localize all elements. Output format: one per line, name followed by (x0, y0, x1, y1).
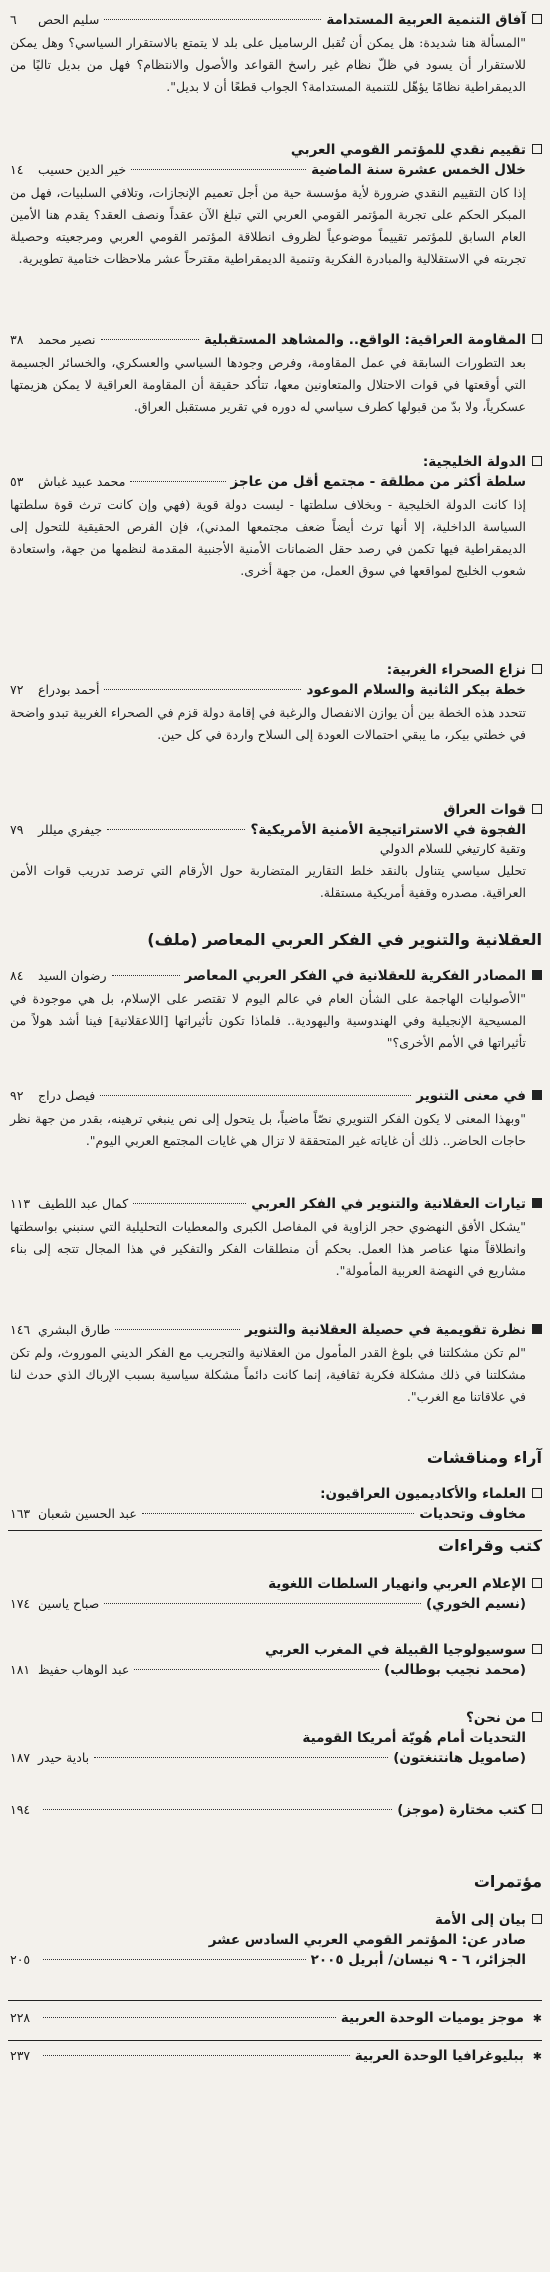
toc-entry[interactable] (10, 140, 542, 270)
entry-author: كمال عبد اللطيف (38, 1196, 129, 1211)
toc-entry[interactable] (10, 800, 542, 904)
entry-subtitle: خلال الخمس عشرة سنة الماضية (311, 162, 526, 178)
entry-page: ٢٣٧ (10, 2048, 31, 2063)
leader-dots (43, 2055, 350, 2056)
toc-entry[interactable] (10, 1708, 542, 1768)
square-bullet-icon (532, 664, 542, 674)
entry-abstract: "وبهذا المعنى لا يكون الفكر التنويري نصّاً ماضياً، بل يتحول إلى نص ينبغي ترهينه، بقدر من جهة نظر حاجات الحاضر.. ذلك أن غاياته غير المتحققة لا تزال هي غايات المجتمع العربي اليوم". (10, 1111, 526, 1148)
entry-title: تيارات العقلانية والتنوير في الفكر العربي (251, 1196, 526, 1212)
entry-abstract: "لم تكن مشكلتنا في بلوغ القدر المأمول من العقلانية والتجريب مع الفكر الديني الموروث، ولم تكن مشكلتنا في ذلك مشكلة فكرية ثقافية، إنما كانت دائماً مشكلة سياسية بسبب الإرباك الذي حدث لنا في علاقاتنا مع الغرب". (10, 1345, 526, 1404)
asterisk-icon: ✱ (532, 2050, 542, 2063)
leader-dots (94, 1757, 388, 1758)
entry-heading-row (10, 452, 542, 472)
square-bullet-icon (532, 14, 542, 24)
entry-author: نصير محمد (38, 332, 96, 347)
entry-author: عبد الحسين شعبان (38, 1506, 137, 1521)
entry-heading-row (10, 1708, 542, 1728)
entry-page: ٨٤ (10, 968, 24, 983)
entry-subtitle-secondary: (صامويل هانتنغتون) (393, 1750, 526, 1766)
entry-title: تقييم نقدي للمؤتمر القومي العربي (290, 142, 526, 158)
square-bullet-icon (532, 804, 542, 814)
section-title-conferences: مؤتمرات (473, 1872, 542, 1891)
entry-heading-row (10, 1320, 542, 1340)
entry-title: آفاق التنمية العربية المستدامة (326, 12, 526, 28)
entry-subtitle-row (10, 820, 526, 840)
entry-title: في معنى التنوير (416, 1088, 526, 1104)
leader-dots (134, 1669, 379, 1670)
entry-abstract: "يشكل الأفق النهضوي حجر الزاوية في المفاصل الكبرى والمعطيات التحليلية التي سنبني بواسطتها وانطلاقاً منها عناصر هذا العمل. بحكم أن منطلقات الفكر والتفكير في هذا المجال تتجه إلى بناء مشاريع في النهضة العربية المأمولة". (10, 1219, 526, 1278)
entry-subtitle-row (10, 1594, 526, 1614)
square-bullet-icon (532, 1090, 542, 1100)
section-title-dossier: العقلانية والتنوير في الفكر العربي المعاصر (ملف) (147, 930, 542, 949)
entry-heading-row (10, 1910, 542, 1930)
leader-dots (112, 975, 180, 976)
entry-page: ١٤٦ (10, 1322, 31, 1337)
leader-dots (101, 339, 199, 340)
leader-dots (131, 169, 306, 170)
entry-author: طارق البشري (38, 1322, 111, 1337)
entry-heading-row (10, 140, 542, 160)
toc-entry[interactable] (10, 1640, 542, 1680)
entry-subtitle-row (10, 1660, 526, 1680)
entry-author: عبد الوهاب حفيظ (38, 1662, 130, 1677)
entry-author: صباح ياسين (38, 1596, 100, 1611)
entry-title: موجز يوميات الوحدة العربية (340, 2010, 524, 2026)
square-bullet-icon (532, 144, 542, 154)
entry-abstract: تحليل سياسي يتناول بالنقد خلط التقارير المتضاربة حول الأرقام التي ترصد تدريب قوات الأمن العراقية. مصدره وقفية أمريكية مستقلة. (10, 863, 526, 900)
entry-abstract: "الأصوليات الهاجمة على الشأن العام في عالم اليوم لا تقتصر على الإسلام، بل هي موجودة في المسيحية الإنجيلية وفي الهندوسية واليهودية.. فلماذا تكون تأثيراتها [اللاعقلانية] فينا أشد هولاً من تأثيراتها في الأمم الأخرى؟" (10, 991, 526, 1050)
entry-title: ببليوغرافيا الوحدة العربية (354, 2048, 524, 2064)
leader-dots (107, 829, 245, 830)
leader-dots (104, 1603, 421, 1604)
entry-subtitle: صادر عن: المؤتمر القومي العربي السادس عشر (208, 1932, 526, 1948)
entry-heading-row (10, 2008, 542, 2029)
toc-entry[interactable] (10, 330, 542, 418)
leader-dots (130, 481, 225, 482)
entry-abstract: إذا كان التقييم النقدي ضرورة لأية مؤسسة حية من أجل تعميم الإنجازات، وتلافي السلبيات، فهل من المبكر الحكم على تجربة المؤتمر القومي العربي التي تبلغ الآن عقداً ونصف العقد؟ يقدم هنا الأمين العام السابق للمؤتمر تقييماً موضوعياً لظروف انطلاقة المؤتمر القومي العربي ومرجعيته وحصيلة تجربته في الاستقلالية والمبادرة الفكرية وتنمية الديمقراطية مقترحاً عشر ملاحظات ختامية تطويرية. (10, 185, 526, 266)
square-bullet-icon (532, 1578, 542, 1588)
entry-title: نظرة تقويمية في حصيلة العقلانية والتنوير (245, 1322, 526, 1338)
entry-title: من نحن؟ (466, 1710, 526, 1726)
entry-author: بادية حيدر (38, 1750, 90, 1765)
square-bullet-icon (532, 970, 542, 980)
square-bullet-icon (532, 1198, 542, 1208)
asterisk-icon: ✱ (532, 2012, 542, 2025)
leader-dots (133, 1203, 246, 1204)
toc-entry[interactable] (10, 660, 542, 746)
toc-entry[interactable] (10, 2046, 542, 2067)
leader-dots (115, 1329, 240, 1330)
entry-page: ١٧٤ (10, 1596, 31, 1611)
entry-page: ١٨١ (10, 1662, 31, 1677)
entry-heading-row (10, 1574, 542, 1594)
entry-page: ٩٢ (10, 1088, 24, 1103)
entry-title: الإعلام العربي وانهيار السلطات اللغوية (268, 1576, 526, 1592)
entry-subtitle-secondary: وتقية كارتيغي للسلام الدولي (379, 841, 526, 856)
leader-dots (104, 689, 301, 690)
entry-title: المقاومة العراقية: الواقع.. والمشاهد المستقبلية (203, 332, 526, 348)
entry-page: ٢٠٥ (10, 1952, 31, 1967)
leader-dots (43, 2017, 336, 2018)
leader-dots (142, 1513, 415, 1514)
section-divider (8, 1530, 542, 1531)
entry-title: نزاع الصحراء الغربية: (386, 662, 526, 678)
entry-heading-row (10, 1194, 542, 1214)
toc-entry[interactable] (10, 1800, 542, 1820)
entry-page: ٧٩ (10, 822, 24, 837)
entry-heading-row (10, 1800, 542, 1820)
entry-page: ٧٢ (10, 682, 24, 697)
entry-subtitle: مخاوف وتحديات (419, 1506, 526, 1522)
toc-entry[interactable] (10, 966, 542, 1054)
entry-page: ١٩٤ (10, 1802, 31, 1817)
entry-subtitle: سلطة أكثر من مطلقة - مجتمع أقل من عاجز (230, 474, 526, 490)
entry-title: قوات العراق (443, 802, 526, 818)
entry-heading-row (10, 1484, 542, 1504)
entry-page: ٦ (10, 12, 17, 27)
entry-heading-row (10, 800, 542, 820)
entry-author: فيصل دراج (38, 1088, 96, 1103)
entry-subtitle: (محمد نجيب بوطالب) (384, 1662, 526, 1678)
entry-author: رضوان السيد (38, 968, 107, 983)
entry-heading-row (10, 2046, 542, 2067)
entry-abstract: بعد التطورات السابقة في عمل المقاومة، وفرص وجودها السياسي والعسكري، والخسائر الجسيمة التي أوقعتها في قوات الاحتلال والمتعاونين معها، تتأكد حقيقة أن المقاومة العراقية لا يمكن هزيمتها عسكرياً، ولا بدّ من قبولها كطرف سياسي له دوره في تقرير مستقبل العراق. (10, 355, 526, 414)
entry-heading-row (10, 966, 542, 986)
entry-page: ١١٣ (10, 1196, 31, 1211)
entry-title: العلماء والأكاديميون العراقيون: (320, 1486, 526, 1502)
leader-dots (104, 19, 321, 20)
entry-heading-row (10, 10, 542, 30)
entry-heading-row (10, 660, 542, 680)
entry-author: أحمد بودراع (38, 682, 100, 697)
toc-entry[interactable] (10, 1484, 542, 1524)
entry-subtitle-row (10, 1748, 526, 1768)
leader-dots (43, 1959, 306, 1960)
square-bullet-icon (532, 1324, 542, 1334)
entry-author: محمد عبيد غباش (38, 474, 126, 489)
square-bullet-icon (532, 456, 542, 466)
entry-title: كتب مختارة (موجز) (397, 1802, 526, 1818)
entry-subtitle-row (10, 472, 526, 492)
square-bullet-icon (532, 1804, 542, 1814)
entry-page: ٢٢٨ (10, 2010, 31, 2025)
entry-subtitle-row (10, 680, 526, 700)
entry-abstract: "المسألة هنا شديدة: هل يمكن أن تُقبل الرساميل على بلد لا يتمتع بالاستقرار السياسي؟ وهل يمكن للاستقرار أن يسود في ظلّ نظام غير راسخ القواعد والأصول والانتظام؟ فهل من بديل تاليًا من الديمقراطية نظامًا يؤهّل للتنمية المستدامة؟ الجواب قطعًا أن لا بديل". (10, 35, 526, 94)
entry-title: الدولة الخليجية: (422, 454, 526, 470)
toc-entry[interactable] (10, 1320, 542, 1408)
square-bullet-icon (532, 1712, 542, 1722)
square-bullet-icon (532, 334, 542, 344)
toc-entry[interactable] (10, 1910, 542, 1970)
entry-abstract: تتحدد هذه الخطة بين أن يوازن الانفصال والرغبة في إقامة دولة قزم في الصحراء الغربية تبدو واضحة في خطتي بيكر، ما يبقي احتمالات العودة إلى السلاح واردة في كل حين. (10, 705, 526, 742)
section-divider (8, 2000, 542, 2001)
toc-entry[interactable] (10, 452, 542, 582)
entry-author: جيفري ميللر (38, 822, 103, 837)
leader-dots (100, 1095, 411, 1096)
entry-subtitle-row (10, 160, 526, 180)
entry-title: سوسيولوجيا القبيلة في المغرب العربي (264, 1642, 526, 1658)
section-title-opinions: آراء ومناقشات (426, 1448, 542, 1467)
entry-subtitle: الفجوة في الاستراتيجية الأمنية الأمريكية؟ (250, 822, 526, 838)
entry-heading-row (10, 1640, 542, 1660)
square-bullet-icon (532, 1488, 542, 1498)
section-title-books: كتب وقراءات (438, 1536, 542, 1555)
square-bullet-icon (532, 1644, 542, 1654)
entry-subtitle: التحديات أمام هُويّة أمريكا القومية (302, 1730, 526, 1746)
section-divider (8, 2040, 542, 2041)
toc-entry[interactable] (10, 1194, 542, 1282)
leader-dots (43, 1809, 392, 1810)
toc-entry[interactable] (10, 1574, 542, 1614)
square-bullet-icon (532, 1914, 542, 1924)
entry-title: بيان إلى الأمة (434, 1912, 526, 1928)
entry-page: ١٦٣ (10, 1506, 31, 1521)
toc-entry[interactable] (10, 10, 542, 98)
toc-entry[interactable] (10, 2008, 542, 2029)
entry-page: ١٤ (10, 162, 24, 177)
entry-abstract: إذا كانت الدولة الخليجية - وبخلاف سلطتها - ليست دولة قوية (فهي وإن كانت ترث قوة سلطتها السياسة الداخلية، إلا أنها ترث أيضاً ضعف مجتمعها المدني)، فإن الفرص الحقيقية للتحول إلى الديمقراطية فيها تكمن في رصد حقل الضمانات الأمنية الأجنبية المقدمة لنظمها من جهة، واستعادة شعوب الخليج لمواقعها في سوق العمل، من جهة أخرى. (10, 497, 526, 578)
entry-subtitle-row (10, 1950, 526, 1970)
entry-subtitle-secondary: الجزائر، ٦ - ٩ نيسان/ أبريل ٢٠٠٥ (310, 1952, 526, 1968)
entry-subtitle-row (10, 1504, 526, 1524)
entry-title: المصادر الفكرية للعقلانية في الفكر العربي المعاصر (184, 968, 526, 984)
entry-heading-row (10, 1086, 542, 1106)
entry-page: ٣٨ (10, 332, 24, 347)
toc-entry[interactable] (10, 1086, 542, 1152)
entry-author: سليم الحص (38, 12, 100, 27)
entry-page: ٥٣ (10, 474, 24, 489)
entry-subtitle: (نسيم الخوري) (426, 1596, 526, 1612)
entry-heading-row (10, 330, 542, 350)
entry-author: خير الدين حسيب (38, 162, 127, 177)
entry-page: ١٨٧ (10, 1750, 31, 1765)
entry-subtitle: خطة بيكر الثانية والسلام الموعود (306, 682, 526, 698)
